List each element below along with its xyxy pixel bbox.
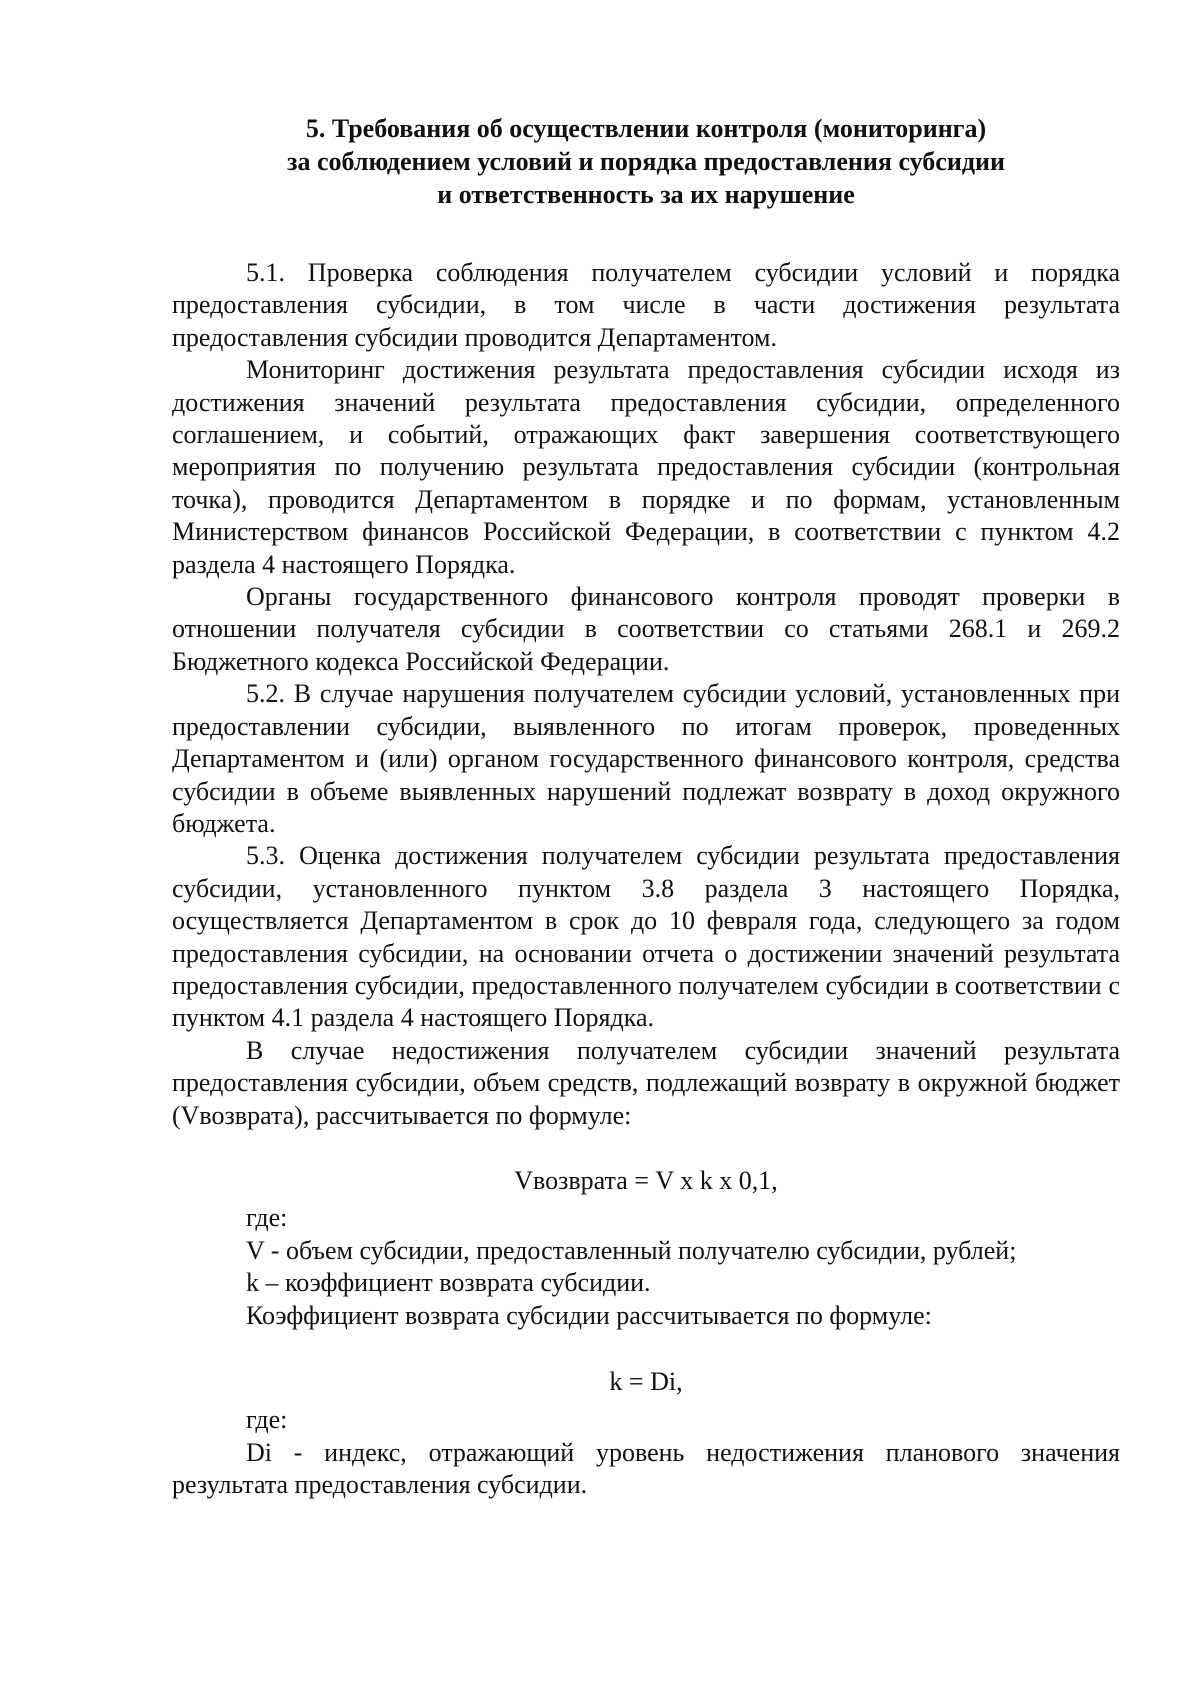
formula-refund-volume: Vвозврата = V x k x 0,1, [514,1165,778,1195]
paragraph-5-3: 5.3. Оценка достижения получателем субсидии результата предоставления субсидии, установленного пунктом 3.8 раздела 3 настоящего Порядка, осуществляется Департаментом в срок до 10 февраля года, следующего за годом предоставления субсидии, на основании отчета о достижении значений результата предоставления субсидии, предоставленного получателем субсидии в соответствии с пунктом 4.1 раздела 4 настоящего Порядка. [172,841,1120,1033]
section-heading [172,112,1120,211]
heading-line-3: и ответственность за их нарушение [437,180,855,209]
definition-di: Di - индекс, отражающий уровень недостижения планового значения результата предоставления субсидии. [172,1437,1120,1500]
where-label-1: где: [246,1203,288,1233]
paragraph-control-organs: Органы государственного финансового контроля проводят проверки в отношении получателя субсидии в соответствии со статьями 268.1 и 269.2 Бюджетного кодекса Российской Федерации. [172,582,1120,676]
paragraph-monitoring: Мониторинг достижения результата предоставления субсидии исходя из достижения значений результата предоставления субсидии, определенного соглашением, и событий, отражающих факт завершения соответствующего мероприятия по получению результата предоставления субсидии (контрольная точка), проводится Департаментом в порядке и по формам, установленным Министерством финансов Российской Федерации, в соответствии с пунктом 4.2 раздела 4 настоящего Порядка. [172,355,1120,579]
definition-k: k – коэффициент возврата субсидии. [246,1268,651,1298]
heading-line-1: 5. Требования об осуществлении контроля (мониторинга) [305,114,987,143]
definition-v: V - объем субсидии, предоставленный получателю субсидии, рублей; [246,1235,1017,1265]
heading-line-2: за соблюдением условий и порядка предоставления субсидии [287,147,1005,176]
formula-coefficient: k = Di, [609,1367,683,1396]
where-label-2: где: [246,1405,288,1435]
paragraph-5-1: 5.1. Проверка соблюдения получателем субсидии условий и порядка предоставления субсидии, в том числе в части достижения результата предоставления субсидии проводится Департаментом. [172,258,1120,352]
paragraph-5-2: 5.2. В случае нарушения получателем субсидии условий, установленных при предоставлении субсидии, выявленного по итогам проверок, проведенных Департаментом и (или) органом государственного финансового контроля, средства субсидии в объеме выявленных нарушений подлежат возврату в доход окружного бюджета. [172,679,1120,838]
document-page [172,112,1120,1502]
paragraph-non-achievement: В случае недостижения получателем субсидии значений результата предоставления субсидии, объем средств, подлежащий возврату в окружной бюджет (Vвозврата), рассчитывается по формуле: [172,1035,1120,1130]
k-formula-intro: Коэффициент возврата субсидии рассчитывается по формуле: [246,1300,932,1330]
